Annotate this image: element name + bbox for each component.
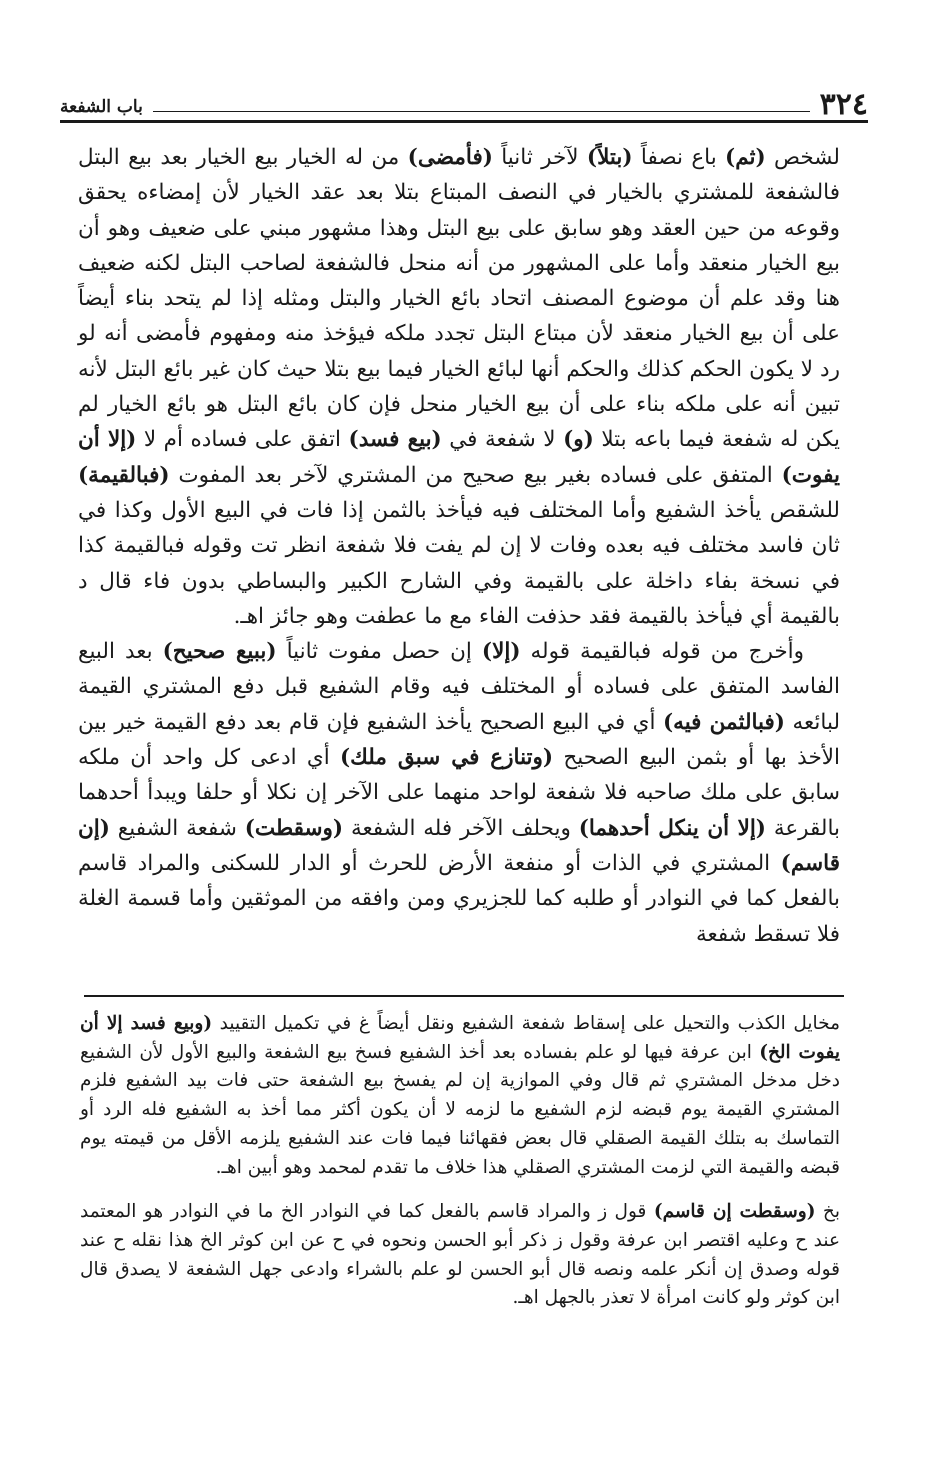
note-1: مخايل الكذب والتحيل على إسقاط شفعة الشفيع ونقل أيضاً غ في تكميل التقييد (وبيع فسد إلا أن يفوت الخ) ابن عرفة فيها لو علم بفساده بعد أخذ الشفيع فسخ بيع الشفعة والبيع الأول لأن الشفيع دخل مدخل المشتري ثم قال وفي الموازية إن لم يفسخ بيع الشفعة حتى فات بيد الشفيع فلزم المشتري القيمة يوم قبضه لزم الشفيع ما لزمه لا أن يكون أكثر مما أخذ به الشفيع فله الرد أو التماسك به بتلك القيمة الصقلي قال بعض فقهائنا فيما فات عند الشفيع يلزمه الأقل من قيمته يوم قبضه والقيمة التي لزمت المشتري الصقلي هذا خلاف ما تقدم لمحمد وهو أبين اهـ. xyxy=(80,1013,840,1178)
main-paragraph-2: وأخرج من قوله فبالقيمة قوله (إلا) إن حصل مفوت ثانياً (ببيع صحيح) بعد البيع الفاسد المتفق على فساده أو المختلف فيه وقام الشفيع قبل دفع المشتري القيمة لبائعه (فبالثمن فيه) أي في البيع الصحيح يأخذ الشفيع فإن قام بعد دفع القيمة خير بين الأخذ بها أو بثمن البيع الصحيح (وتنازع في سبق ملك) أي ادعى كل واحد أن ملكه سابق على ملك صاحبه فلا شفعة لواحد منهما على الآخر إن نكلا أو حلفا ويبدأ أحدهما بالقرعة (إلا أن ينكل أحدهما) ويحلف الآخر فله الشفعة (وسقطت) شفعة الشفيع (إن قاسم) المشتري في الذات أو منفعة الأرض للحرث أو الدار للسكنى والمراد قاسم بالفعل كما في النوادر أو طلبه كما للجزيري ومن وافقه من الموثقين وأما قسمة الغلة فلا تسقط شفعة xyxy=(78,639,840,947)
main-paragraph-1: لشخص (ثم) باع نصفاً (بتلاً) لآخر ثانياً (فأمضى) من له الخيار بيع الخيار بعد بيع البتل فالشفعة للمشتري بالخيار في النصف المبتاع بتلا بعد عقد الخيار لأن إمضاءه يحقق وقوعه من حين العقد وهو سابق على بيع البتل وهذا مشهور مبني على ضعيف وهو أن بيع الخيار منعقد وأما على المشهور من أنه منحل فالشفعة لصاحب البتل لكنه ضعيف هنا وقد علم أن موضوع المصنف اتحاد بائع الخيار والبتل ومثله إذا لم يتحد بناء أيضاً على أن بيع الخيار منعقد لأن مبتاع البتل تجدد ملكه فيؤخذ منه ومفهوم فأمضى أنه لو رد لا يكون الحكم كذلك والحكم أنها لبائع الخيار فيما بيع بتلا حيث كان غير بائع البتل لأنه تبين أنه على ملكه بناء على أن بيع الخيار منحل فإن كان بائع البتل هو بائع الخيار لم يكن له شفعة فيما باعه بتلا (و) لا شفعة في (بيع فسد) اتفق على فساده أم لا (إلا أن يفوت) المتفق على فساده بغير بيع صحيح من المشتري لآخر بعد المفوت (فبالقيمة) للشقص يأخذ الشفيع وأما المختلف فيه فيأخذ بالثمن إذا فات في البيع الأول وكذا في ثان فاسد مختلف فيه بعده وفات لا إن لم يفت فلا شفعة انظر تت وقوله فبالقيمة كذا في نسخة بفاء داخلة على بالقيمة وفي الشارح الكبير والبساطي بدون فاء قال د بالقيمة أي فيأخذ بالقيمة فقد حذفت الفاء مع ما عطفت وهو جائز اهـ. xyxy=(78,145,841,629)
running-title: باب الشفعة xyxy=(60,97,143,117)
header-rule xyxy=(60,120,868,123)
header-short-rule xyxy=(153,111,810,112)
main-text xyxy=(78,140,840,952)
note-2: بخ (وسقطت إن قاسم) قول ز والمراد قاسم بالفعل كما في النوادر الخ ما في النوادر هو المعتمد عند ح وعليه اقتصر ابن عرفة وقول ز ذكر أبو الحسن ونحوه في ح عن ابن كوثر الخ هذا نقله ح عند قوله وصدق إن أنكر علمه ونصه قال أبو الحسن لو علم بالشراء وادعى جهل الشفعة لا يصدق قال ابن كوثر ولو كانت امرأة لا تعذر بالجهل اهـ. xyxy=(80,1201,840,1309)
page-header xyxy=(60,84,868,120)
margin-notes xyxy=(80,1010,840,1313)
footnote-separator xyxy=(84,995,844,997)
page-number: ٣٢٤ xyxy=(819,87,868,122)
